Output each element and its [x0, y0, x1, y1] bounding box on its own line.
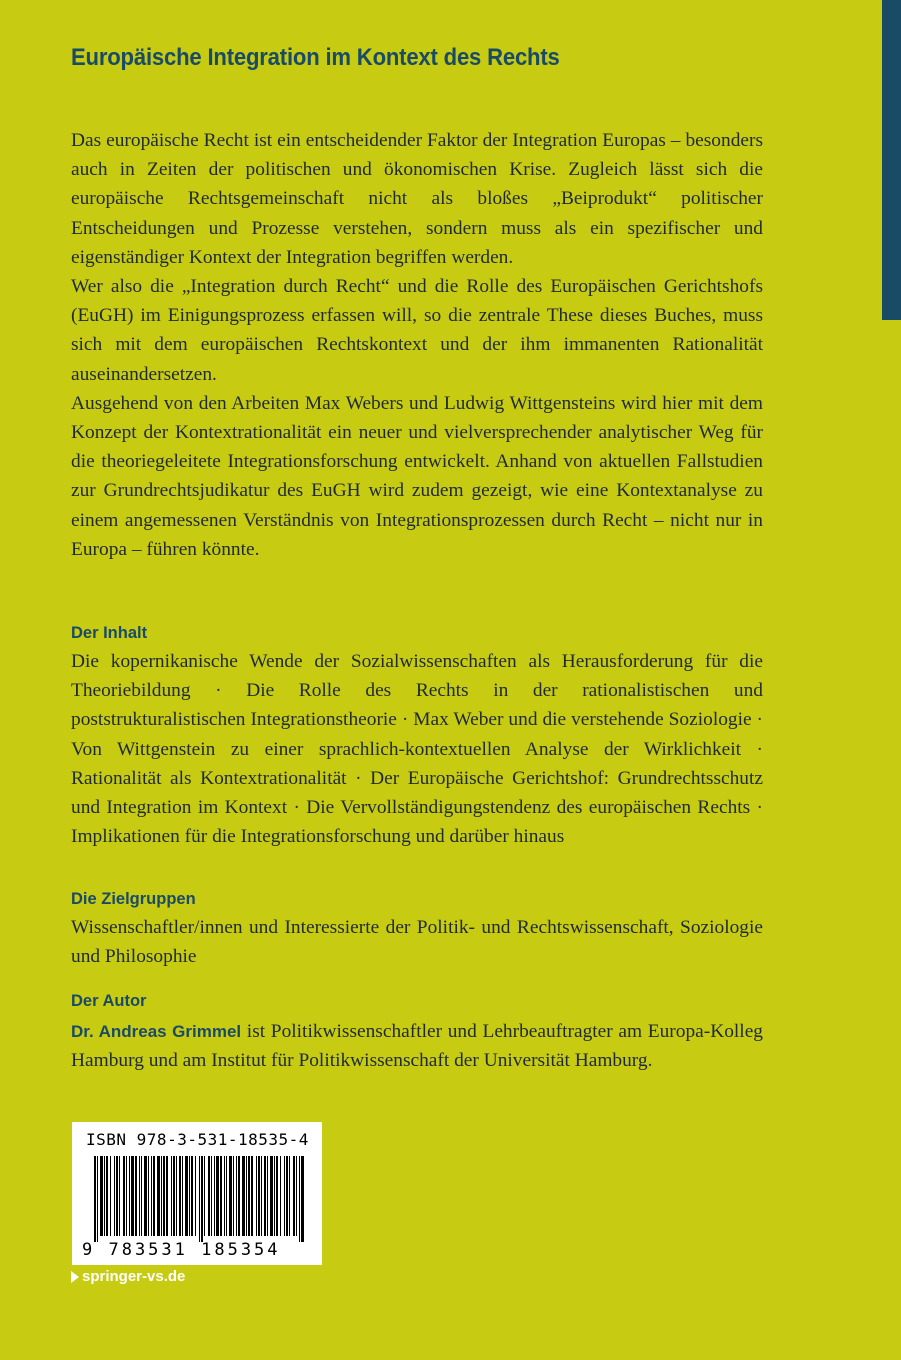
barcode-bar: [204, 1156, 205, 1236]
barcode-bar: [229, 1156, 232, 1236]
book-title: Europäische Integration im Kontext des Rechts: [71, 44, 560, 71]
barcode-bar: [157, 1156, 160, 1236]
barcode-bar: [97, 1156, 98, 1242]
barcode-bar: [236, 1156, 237, 1236]
barcode-bar: [126, 1156, 127, 1236]
barcode-bar: [211, 1156, 212, 1236]
barcode-bar: [185, 1156, 188, 1236]
barcode-bar: [151, 1156, 152, 1236]
author-text: [71, 1017, 763, 1075]
content-heading: Der Inhalt: [71, 624, 148, 642]
barcode-bar: [216, 1156, 219, 1236]
barcode-bar: [289, 1156, 290, 1236]
barcode-bar: [161, 1156, 162, 1236]
blurb-text: [71, 126, 763, 564]
arrow-right-icon: [71, 1271, 79, 1283]
blurb-paragraph: Wer also die „Integration durch Recht“ und die Rolle des Europäischen Gerichtshofs (EuGH) im Einigungsprozess erfassen will, so die zentrale These dieses Buches, muss sich mit dem europäischen Rechtskontext und der ihm immanenten Rationalität auseinandersetzen.: [71, 276, 763, 385]
barcode-bar: [233, 1156, 234, 1236]
barcode-bar: [191, 1156, 193, 1236]
barcode-bar: [144, 1156, 147, 1236]
author-heading: Der Autor: [71, 992, 147, 1010]
barcode-bar: [182, 1156, 183, 1236]
barcode-bar: [94, 1156, 96, 1242]
barcode-bar: [179, 1156, 181, 1236]
content-text: Die kopernikanische Wende der Sozialwissenschaften als Herausforderung für die Theoriebildung · Die Rolle des Rechts in der rationalistischen und poststrukturalistischen Integrationstheorie · Max Weber und die verstehende Soziologie · Von Wittgenstein zu einer sprachlich-kontextuellen Analyse der Wirklichkeit · Rationalität als Kontextrationalität · Der Europäische Gerichtshof: Grundrechtsschutz und Integration im Kontext · Die Vervollständigungstendenz des europäischen Rechts · Implikationen für die Integrationsforschung und darüber hinaus: [71, 651, 763, 848]
barcode-bar: [199, 1156, 200, 1242]
isbn-barcode: [72, 1122, 322, 1265]
barcode-bar: [139, 1156, 140, 1236]
barcode-bar: [248, 1156, 250, 1236]
barcode-bar: [226, 1156, 227, 1236]
barcode-bar: [106, 1156, 108, 1236]
barcode-bar: [173, 1156, 175, 1236]
barcode-bar: [261, 1156, 262, 1236]
barcode-bar: [135, 1156, 137, 1236]
barcode-bar: [104, 1156, 105, 1236]
barcode-bar: [301, 1156, 304, 1242]
barcode-bar: [110, 1156, 111, 1236]
barcode-bar: [131, 1156, 134, 1236]
barcode-bar: [258, 1156, 260, 1236]
barcode-bar: [189, 1156, 190, 1236]
barcode-bar: [276, 1156, 278, 1236]
barcode-bar: [208, 1156, 210, 1236]
barcode-bar: [148, 1156, 149, 1236]
barcode-number: 9 783531 185354: [82, 1240, 281, 1260]
barcode-bar: [166, 1156, 168, 1236]
barcode-bar: [141, 1156, 142, 1236]
barcode-bar: [214, 1156, 215, 1236]
barcode-bar: [176, 1156, 177, 1236]
website-link[interactable]: springer-vs.de: [82, 1268, 186, 1285]
barcode-bar: [296, 1156, 297, 1236]
spine-color-bar: [882, 0, 901, 320]
barcode-bar: [171, 1156, 172, 1236]
barcode-bar: [201, 1156, 203, 1242]
barcode-bar: [129, 1156, 130, 1236]
blurb-paragraph: Das europäische Recht ist ein entscheidender Faktor der Integration Europas – besonders auch in Zeiten der politischen und ökonomischen Krise. Zugleich lässt sich die europäische Rechtsgemeinschaft nicht als bloßes „Beiprodukt“ politischer Entscheidungen und Prozesse verstehen, sondern muss als ein spezifischer und eigenständiger Kontext der Integration begriffen werden.: [71, 130, 763, 268]
barcode-bar: [242, 1156, 245, 1236]
barcode-bar: [270, 1156, 273, 1236]
barcode-bar: [251, 1156, 253, 1236]
audience-text: Wissenschaftler/innen und Interessierte der Politik- und Rechtswissenschaft, Soziologie und Philosophie: [71, 917, 763, 968]
barcode-bar: [114, 1156, 115, 1236]
barcode-bar: [238, 1156, 240, 1236]
barcode-bar: [256, 1156, 257, 1236]
barcode-bar: [153, 1156, 155, 1236]
barcode-bar: [274, 1156, 275, 1236]
blurb-paragraph: Ausgehend von den Arbeiten Max Webers und Ludwig Wittgensteins wird hier mit dem Konzept der Kontextrationalität ein neuer und vielversprechender analytischer Weg für die theoriegeleitete Integrationsforschung entwickelt. Anhand von aktuellen Fallstudien zur Grundrechtsjudikatur des EuGH wird zudem gezeigt, wie eine Kontextanalyse zu einem angemessenen Verständnis von Integrationsprozessen durch Recht – nicht nur in Europa – führen könnte.: [71, 392, 763, 560]
barcode-bar: [299, 1156, 300, 1242]
audience-heading: Die Zielgruppen: [71, 890, 196, 908]
barcode-bar: [220, 1156, 222, 1236]
barcode-bar: [280, 1156, 281, 1236]
barcode-bar: [246, 1156, 247, 1236]
barcode-bar: [195, 1156, 196, 1236]
barcode-bar: [116, 1156, 118, 1236]
barcode-bar: [267, 1156, 268, 1236]
barcode-bar: [119, 1156, 120, 1236]
barcode-bar: [264, 1156, 266, 1236]
barcode-bar: [163, 1156, 165, 1236]
author-name: Dr. Andreas Grimmel: [71, 1022, 242, 1041]
barcode-bar: [224, 1156, 225, 1236]
barcode-bar: [284, 1156, 285, 1236]
barcode-bar: [100, 1156, 103, 1236]
isbn-label: ISBN 978-3-531-18535-4: [86, 1130, 309, 1149]
barcode-bar: [286, 1156, 288, 1236]
publisher-website[interactable]: [71, 1268, 185, 1285]
barcode-bar: [293, 1156, 295, 1236]
barcode-bar: [123, 1156, 125, 1236]
author-bio: ist Politikwissenschaftler und Lehrbeauftragter am Europa-Kolleg Hamburg und am Institut für Politikwissenschaft der Universität Hamburg.: [71, 1021, 763, 1072]
